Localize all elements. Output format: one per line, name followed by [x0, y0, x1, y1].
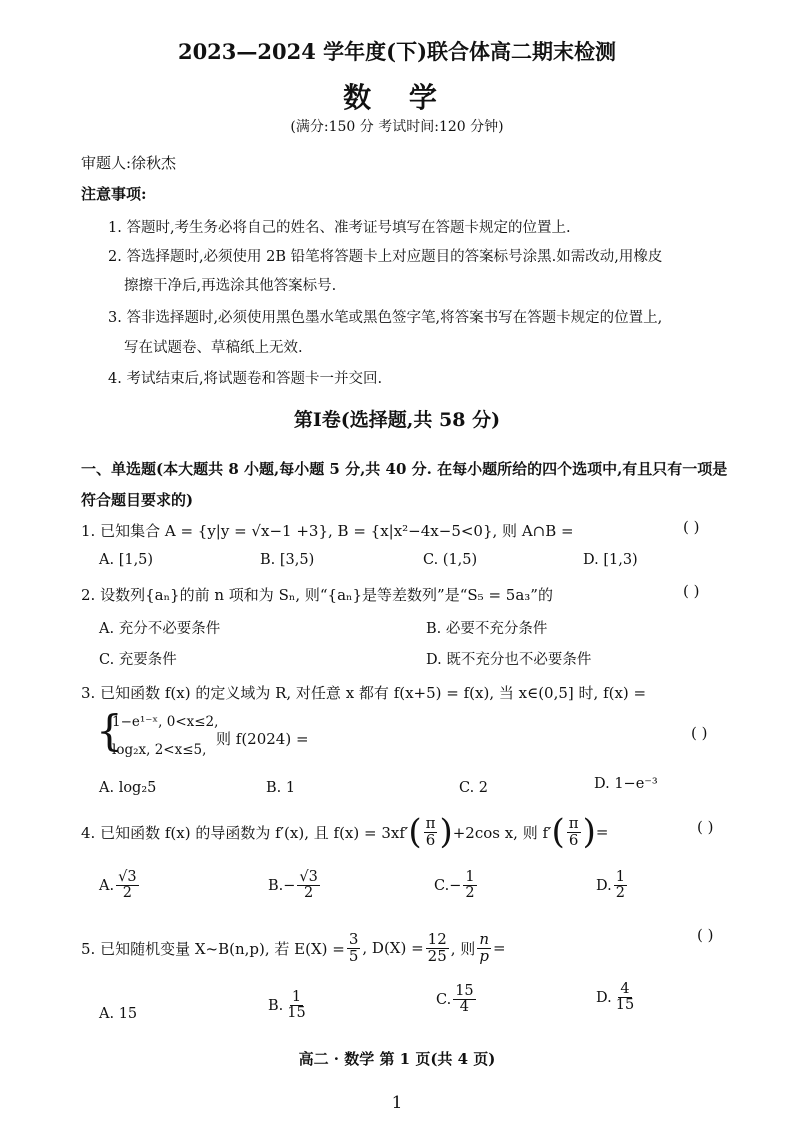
- q2-option-b: B. 必要不充分条件: [426, 621, 548, 637]
- denominator: 5: [348, 946, 359, 965]
- q3-option-b: B. 1: [266, 780, 296, 796]
- numerator: 4: [620, 981, 630, 997]
- numerator: √3: [299, 869, 318, 885]
- note-3-cont: 写在试题卷、草稿纸上无效.: [124, 340, 303, 356]
- question-5-stem: [81, 932, 506, 965]
- numerator: 1: [291, 989, 302, 1005]
- denominator: 6: [425, 830, 436, 849]
- numerator: 1: [615, 869, 625, 885]
- note-2: 2. 答选择题时,必须使用 2B 铅笔将答题卡上对应题目的答案标号涂黑.如需改动,用橡皮: [108, 249, 663, 265]
- fraction: [477, 932, 491, 965]
- q2-option-d: D. 既不充分也不必要条件: [426, 652, 592, 668]
- denominator: 2: [615, 885, 625, 902]
- numerator: 12: [427, 930, 447, 948]
- q3-option-c: C. 2: [459, 780, 489, 796]
- q5-mid: , D(X) =: [362, 939, 424, 958]
- denominator: 6: [568, 830, 579, 849]
- question-1-stem: 1. 已知集合 A = {y|y = √x−1 +3}, B = {x|x²−4x−5<0}, 则 A∩B =: [81, 522, 574, 540]
- denominator: 15: [287, 1005, 306, 1022]
- exam-title: 2023—2024 学年度(下)联合体高二期末检测: [177, 39, 617, 64]
- denominator: 2: [304, 885, 314, 902]
- q3-stem-tail: 则 f(2024) =: [216, 730, 309, 748]
- fraction: [424, 813, 438, 849]
- numerator: 3: [348, 930, 359, 948]
- numerator: 15: [455, 983, 474, 999]
- score-time-line: (满分:150 分 考试时间:120 分钟): [290, 119, 504, 135]
- subject-title: 数 学: [343, 81, 451, 114]
- right-paren: ): [439, 812, 453, 852]
- denominator: 15: [615, 997, 635, 1014]
- option-label: C.: [436, 991, 452, 1008]
- fraction: [567, 813, 581, 849]
- q5-suffix: =: [492, 939, 506, 958]
- q3-option-d: D. 1−e⁻³: [594, 776, 658, 792]
- denominator: 25: [427, 946, 447, 965]
- numerator: n: [479, 930, 489, 948]
- piecewise-brace: {: [96, 706, 123, 755]
- q2-option-a: A. 充分不必要条件: [99, 621, 221, 637]
- numerator: π: [425, 813, 436, 832]
- answer-paren: ( ): [691, 724, 708, 742]
- answer-paren: ( ): [697, 926, 714, 944]
- q4-option-b: [268, 870, 322, 901]
- fraction: [116, 870, 138, 901]
- fraction: [285, 990, 307, 1021]
- left-paren: (: [551, 812, 565, 852]
- fraction: [614, 870, 627, 901]
- question-4-stem: [81, 812, 608, 852]
- reviewer: 审题人:徐秋杰: [81, 154, 177, 172]
- option-label: C.: [434, 877, 450, 894]
- denominator: p: [479, 946, 489, 965]
- q3-case-2: log₂x, 2<x≤5,: [112, 742, 207, 758]
- fraction: [463, 870, 476, 901]
- q4-option-c: [434, 870, 479, 901]
- q4-suffix: =: [595, 823, 609, 841]
- note-1: 1. 答题时,考生务必将自己的姓名、准考证号填写在答题卡规定的位置上.: [108, 220, 571, 236]
- page-number: 1: [391, 1093, 403, 1113]
- q3-option-a: A. log₂5: [99, 780, 157, 796]
- fraction: [426, 932, 449, 965]
- option-label: B.: [268, 997, 284, 1014]
- option-label: A.: [99, 877, 115, 894]
- fraction: [347, 932, 361, 965]
- denominator: 2: [122, 885, 132, 902]
- q1-option-c: C. (1,5): [423, 552, 478, 568]
- denominator: 2: [465, 885, 475, 902]
- answer-paren: ( ): [697, 818, 714, 836]
- question-3-stem: 3. 已知函数 f(x) 的定义域为 R, 对任意 x 都有 f(x+5) = f(x), 当 x∈(0,5] 时, f(x) =: [81, 684, 647, 702]
- note-2-cont: 擦擦干净后,再选涂其他答案标号.: [124, 278, 337, 294]
- section-title: 第Ⅰ卷(选择题,共 58 分): [293, 409, 501, 431]
- fraction: [453, 984, 475, 1015]
- q4-option-d: [596, 870, 629, 901]
- note-3: 3. 答非选择题时,必须使用黑色墨水笔或黑色签字笔,将答案书写在答题卡规定的位置上,: [108, 310, 663, 326]
- page-footer: 高二 · 数学 第 1 页(共 4 页): [298, 1050, 496, 1068]
- denominator: 4: [459, 999, 470, 1016]
- numerator: π: [568, 813, 579, 832]
- q1-option-d: D. [1,3): [583, 552, 638, 568]
- fraction: [297, 870, 319, 901]
- numerator: 1: [465, 869, 475, 885]
- q5-option-c: [436, 984, 478, 1015]
- numerator: √3: [118, 869, 137, 885]
- q5-then: , 则: [450, 939, 476, 958]
- q5-option-b: [268, 990, 310, 1021]
- left-paren: (: [408, 812, 422, 852]
- q1-option-b: B. [3,5): [260, 552, 315, 568]
- right-paren: ): [582, 812, 596, 852]
- option-label: D.: [596, 989, 612, 1006]
- option-sign: −: [283, 877, 296, 894]
- notice-title: 注意事项:: [81, 185, 147, 203]
- answer-paren: ( ): [683, 518, 700, 536]
- q4-option-a: [99, 870, 141, 901]
- answer-paren: ( ): [683, 582, 700, 600]
- fraction: [614, 982, 636, 1013]
- q4-prefix: 4. 已知函数 f(x) 的导函数为 f′(x), 且 f(x) = 3xf′: [81, 823, 409, 842]
- q2-option-c: C. 充要条件: [99, 652, 177, 668]
- question-2-stem: 2. 设数列{aₙ}的前 n 项和为 Sₙ, 则“{aₙ}是等差数列”是“S₅ = 5a₃”的: [81, 586, 553, 604]
- part-heading: 一、单选题(本大题共 8 小题,每小题 5 分,共 40 分. 在每小题所给的四个选项中,有且只有一项是符合题目要求的): [81, 460, 728, 509]
- q3-case-1: 1−e¹⁻ˣ, 0<x≤2,: [112, 714, 219, 730]
- q5-option-d: [596, 982, 638, 1013]
- option-label: D.: [596, 877, 612, 894]
- q4-mid: +2cos x, 则 f′: [452, 823, 552, 842]
- note-4: 4. 考试结束后,将试题卷和答题卡一并交回.: [108, 371, 383, 387]
- q1-option-a: A. [1,5): [99, 552, 154, 568]
- q5-option-a: A. 15: [99, 1006, 138, 1022]
- option-sign: −: [449, 877, 462, 894]
- q5-prefix: 5. 已知随机变量 X~B(n,p), 若 E(X) =: [81, 939, 345, 958]
- option-label: B.: [268, 877, 284, 894]
